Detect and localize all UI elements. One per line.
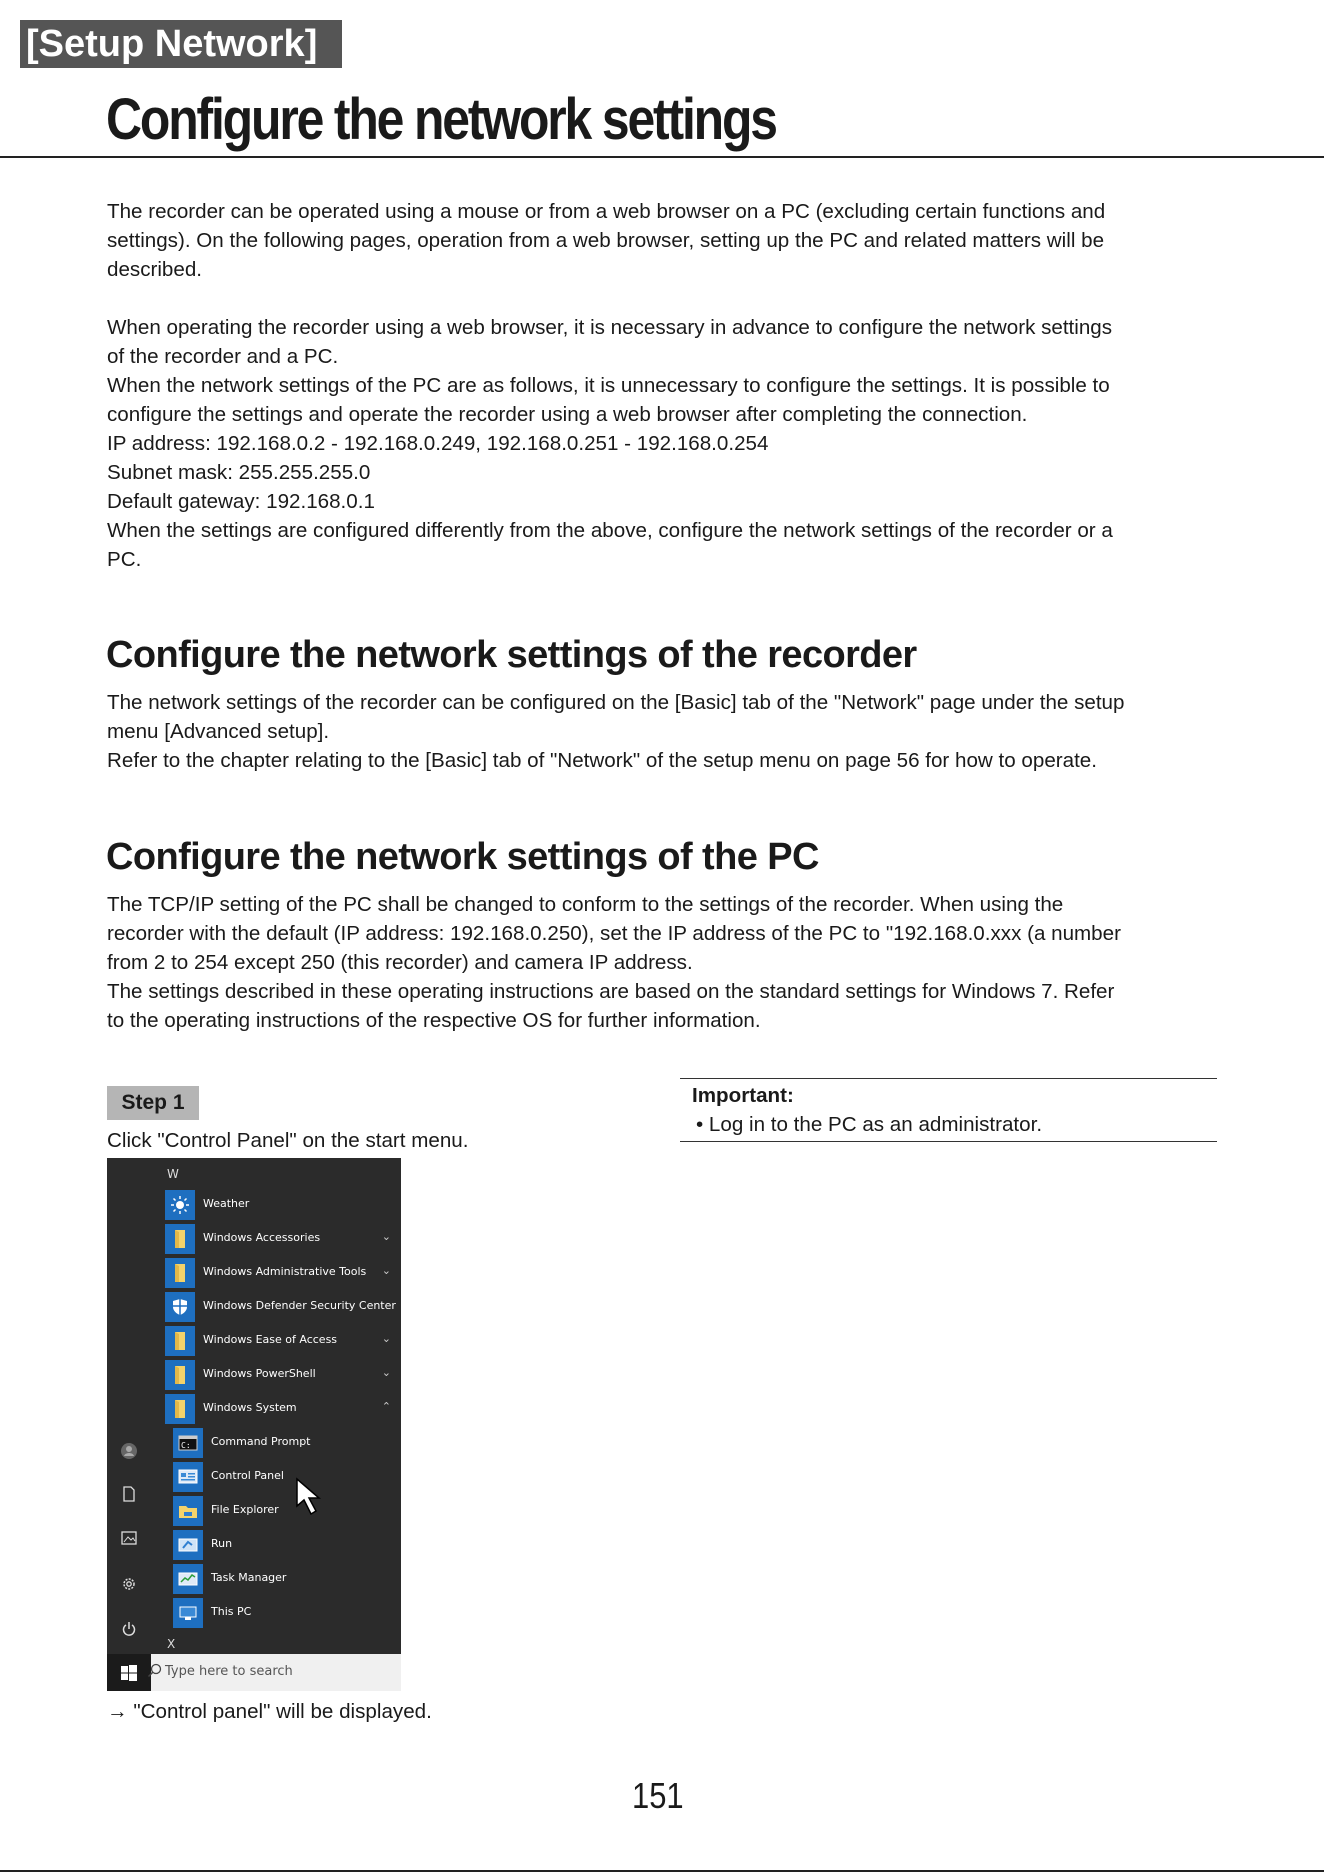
start-item-label: File Explorer <box>211 1503 279 1516</box>
start-item-windows-administrative-tools[interactable] <box>165 1258 401 1288</box>
start-item-windows-ease-of-access[interactable] <box>165 1326 401 1356</box>
recorder-section-text <box>107 688 1227 775</box>
task-manager-icon <box>173 1564 203 1594</box>
text-line: Subnet mask: 255.255.255.0 <box>107 461 371 484</box>
windows-start-button[interactable] <box>107 1654 151 1691</box>
documents-icon[interactable] <box>120 1486 138 1504</box>
settings-gear-icon[interactable] <box>120 1576 138 1594</box>
start-item-label: Task Manager <box>211 1571 287 1584</box>
start-item-label: Windows Defender Security Center <box>203 1299 396 1312</box>
text-line: The TCP/IP setting of the PC shall be changed to conform to the settings of the recorder. When using the <box>107 893 1064 916</box>
start-item-label: Windows PowerShell <box>203 1367 316 1380</box>
important-title: Important: <box>692 1084 794 1107</box>
start-item-file-explorer[interactable] <box>173 1496 401 1526</box>
text-line: PC. <box>107 548 142 571</box>
title-divider <box>0 156 1324 158</box>
text-line: menu [Advanced setup]. <box>107 720 330 743</box>
folder-icon <box>165 1360 195 1390</box>
chevron-down-icon: ⌄ <box>381 1332 391 1345</box>
start-item-label: Command Prompt <box>211 1435 311 1448</box>
text-line: Refer to the chapter relating to the [Basic] tab of "Network" of the setup menu on page 56 for how to operate. <box>107 749 1097 772</box>
start-item-windows-system[interactable] <box>165 1394 401 1424</box>
chevron-up-icon: ⌃ <box>381 1400 391 1413</box>
page-title: Configure the network settings <box>106 87 776 152</box>
text-line: When the network settings of the PC are as follows, it is unnecessary to configure the settings. It is possible to <box>107 374 1110 397</box>
text-line: IP address: 192.168.0.2 - 192.168.0.249, 192.168.0.251 - 192.168.0.254 <box>107 432 769 455</box>
run-icon <box>173 1530 203 1560</box>
text-line: recorder with the default (IP address: 192.168.0.250), set the IP address of the PC to "192.168.0.xxx (a number <box>107 922 1121 945</box>
text-line: The network settings of the recorder can be configured on the [Basic] tab of the "Network" page under the setup <box>107 691 1125 714</box>
group-letter-w: W <box>167 1167 179 1181</box>
start-item-task-manager[interactable] <box>173 1564 401 1594</box>
chevron-down-icon: ⌄ <box>381 1230 391 1243</box>
pictures-icon[interactable] <box>120 1531 138 1549</box>
user-avatar-icon[interactable] <box>120 1442 138 1460</box>
command-prompt-icon <box>173 1428 203 1458</box>
start-item-weather[interactable] <box>165 1190 401 1220</box>
start-item-run[interactable] <box>173 1530 401 1560</box>
taskbar <box>107 1654 401 1691</box>
start-item-command-prompt[interactable] <box>173 1428 401 1458</box>
svg-text:C:: C: <box>181 1441 191 1450</box>
start-item-windows-accessories[interactable] <box>165 1224 401 1254</box>
start-item-this-pc[interactable] <box>173 1598 401 1628</box>
group-letter-x: X <box>167 1637 176 1651</box>
text-line: When operating the recorder using a web browser, it is necessary in advance to configure the network settings <box>107 316 1113 339</box>
text-line: of the recorder and a PC. <box>107 345 339 368</box>
step-instruction: Click "Control Panel" on the start menu. <box>107 1129 469 1152</box>
control-panel-icon <box>173 1462 203 1492</box>
start-item-label: This PC <box>211 1605 252 1618</box>
start-item-windows-defender[interactable] <box>165 1292 401 1322</box>
start-item-control-panel[interactable] <box>173 1462 401 1492</box>
start-item-label: Weather <box>203 1197 250 1210</box>
chevron-down-icon: ⌄ <box>381 1264 391 1277</box>
important-note <box>680 1078 1217 1142</box>
text-line: configure the settings and operate the recorder using a web browser after completing the connection. <box>107 403 1028 426</box>
start-item-label: Windows Administrative Tools <box>203 1265 367 1278</box>
chevron-down-icon: ⌄ <box>381 1366 391 1379</box>
windows-logo-icon <box>121 1665 137 1681</box>
text-line: Default gateway: 192.168.0.1 <box>107 490 375 513</box>
start-item-label: Run <box>211 1537 233 1550</box>
text-line: The settings described in these operating instructions are based on the standard settings for Windows 7. Refer <box>107 980 1115 1003</box>
search-input[interactable]: Type here to search <box>165 1664 293 1679</box>
important-item: • Log in to the PC as an administrator. <box>696 1113 1043 1136</box>
page-number: 151 <box>632 1775 684 1816</box>
folder-icon <box>165 1326 195 1356</box>
shield-icon <box>165 1292 195 1322</box>
start-item-label: Windows System <box>203 1401 297 1414</box>
section-tag: [Setup Network] <box>20 20 342 68</box>
folder-icon <box>165 1224 195 1254</box>
power-icon[interactable] <box>120 1621 138 1639</box>
start-item-windows-powershell[interactable] <box>165 1360 401 1390</box>
intro-paragraph-2 <box>107 313 1227 574</box>
recorder-section-heading: Configure the network settings of the recorder <box>106 634 917 676</box>
start-menu-screenshot <box>107 1158 401 1691</box>
pc-section-heading: Configure the network settings of the PC <box>106 836 819 878</box>
pc-section-text <box>107 890 1227 1035</box>
text-line: When the settings are configured differently from the above, configure the network settings of the recorder or a <box>107 519 1113 542</box>
this-pc-icon <box>173 1598 203 1628</box>
intro-paragraph-1 <box>107 197 1227 284</box>
text-line: settings). On the following pages, operation from a web browser, setting up the PC and related matters will be <box>107 229 1105 252</box>
step-result: → "Control panel" will be displayed. <box>107 1700 432 1723</box>
start-item-label: Windows Ease of Access <box>203 1333 338 1346</box>
search-icon <box>147 1663 163 1679</box>
text-line: described. <box>107 258 203 281</box>
text-line: from 2 to 254 except 250 (this recorder) and camera IP address. <box>107 951 693 974</box>
step-badge: Step 1 <box>107 1086 199 1120</box>
folder-icon <box>165 1258 195 1288</box>
folder-icon <box>165 1394 195 1424</box>
text-line: The recorder can be operated using a mouse or from a web browser on a PC (excluding certain functions and <box>107 200 1106 223</box>
start-item-label: Windows Accessories <box>203 1231 321 1244</box>
start-item-label: Control Panel <box>211 1469 284 1482</box>
weather-icon <box>165 1190 195 1220</box>
text-line: to the operating instructions of the respective OS for further information. <box>107 1009 761 1032</box>
file-explorer-icon <box>173 1496 203 1526</box>
